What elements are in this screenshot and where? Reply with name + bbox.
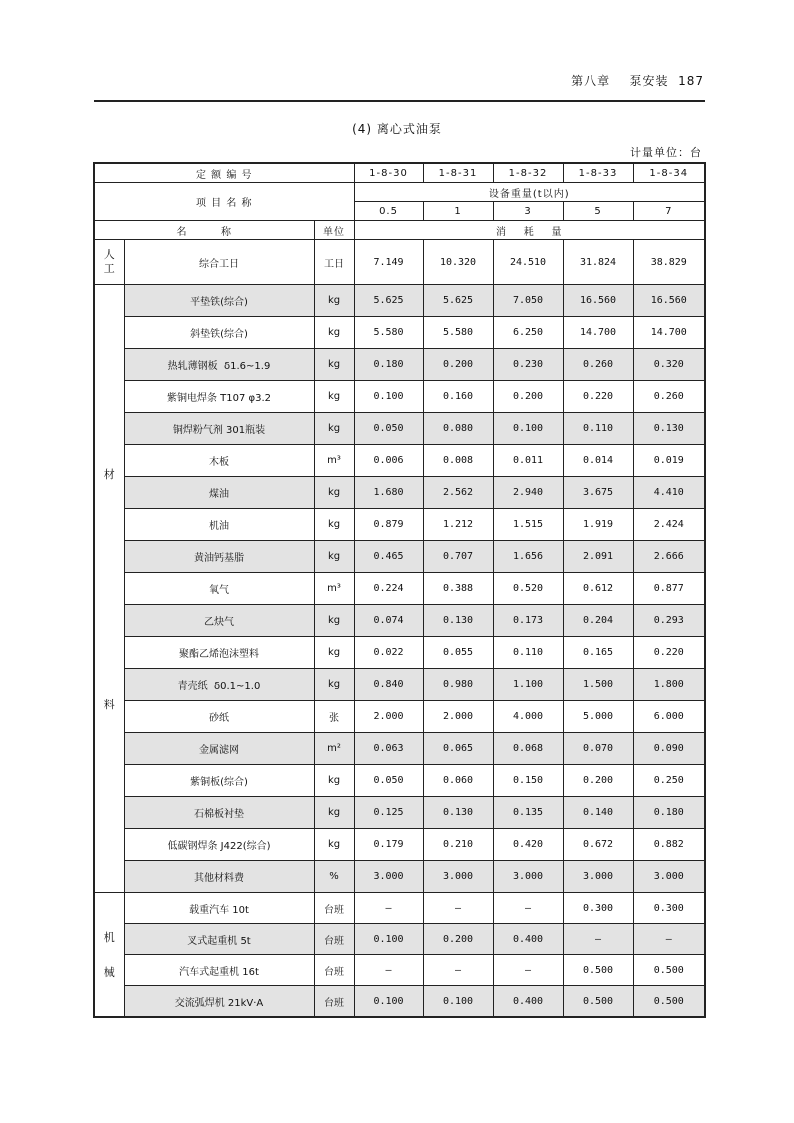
row-unit: 台班 [314, 986, 354, 1018]
table-row [94, 477, 705, 509]
row-value: — [354, 893, 423, 924]
quota-code: 1-8-30 [354, 163, 423, 183]
quota-code: 1-8-32 [493, 163, 563, 183]
row-value: 0.500 [633, 955, 705, 986]
table-row [94, 669, 705, 701]
row-value: 4.410 [633, 477, 705, 509]
table-row [94, 797, 705, 829]
row-name: 砂纸 [124, 701, 314, 733]
row-name: 煤油 [124, 477, 314, 509]
row-name: 氧气 [124, 573, 314, 605]
row-value: 0.500 [563, 986, 633, 1018]
quota-code: 1-8-31 [423, 163, 493, 183]
category-char-bottom: 料 [103, 697, 115, 711]
category-label-stack [95, 359, 124, 819]
row-value: 0.230 [493, 349, 563, 381]
row-value: 1.656 [493, 541, 563, 573]
unit-column-label: 单位 [314, 221, 354, 240]
row-value: — [423, 893, 493, 924]
row-unit: 张 [314, 701, 354, 733]
row-value: 6.250 [493, 317, 563, 349]
row-unit: kg [314, 413, 354, 445]
row-value: 0.090 [633, 733, 705, 765]
row-value: 0.882 [633, 829, 705, 861]
row-value: 0.840 [354, 669, 423, 701]
row-value: 0.125 [354, 797, 423, 829]
row-value: 0.260 [563, 349, 633, 381]
row-value: 0.672 [563, 829, 633, 861]
row-unit: kg [314, 509, 354, 541]
table-row [94, 986, 705, 1018]
row-name: 其他材料费 [124, 861, 314, 893]
quota-code: 1-8-33 [563, 163, 633, 183]
row-value: 3.000 [563, 861, 633, 893]
row-name: 斜垫铁(综合) [124, 317, 314, 349]
quota-code: 1-8-34 [633, 163, 705, 183]
row-value: 0.050 [354, 413, 423, 445]
weight-value: 5 [563, 202, 633, 221]
row-value: 16.560 [633, 285, 705, 317]
row-value: — [633, 924, 705, 955]
row-value: 0.100 [354, 986, 423, 1018]
row-value: 0.165 [563, 637, 633, 669]
row-value: 2.091 [563, 541, 633, 573]
row-value: 7.050 [493, 285, 563, 317]
table-row [94, 509, 705, 541]
row-value: 3.675 [563, 477, 633, 509]
row-value: 0.019 [633, 445, 705, 477]
row-value: 0.050 [354, 765, 423, 797]
row-value: 0.879 [354, 509, 423, 541]
section-label: 泵安装 [629, 74, 669, 88]
row-name: 乙炔气 [124, 605, 314, 637]
row-name: 紫铜电焊条 T107 φ3.2 [124, 381, 314, 413]
name-column-label: 名 称 [94, 221, 314, 240]
row-value: 0.500 [633, 986, 705, 1018]
row-value: 0.400 [493, 924, 563, 955]
quota-code-label: 定 额 编 号 [94, 163, 354, 183]
row-value: 24.510 [493, 240, 563, 285]
row-value: 0.100 [423, 986, 493, 1018]
row-value: 0.250 [633, 765, 705, 797]
row-unit: 台班 [314, 924, 354, 955]
row-name: 青壳纸 δ0.1~1.0 [124, 669, 314, 701]
row-value: 4.000 [493, 701, 563, 733]
quota-table [93, 162, 706, 1018]
table-row [94, 861, 705, 893]
row-value: 3.000 [493, 861, 563, 893]
row-name: 汽车式起重机 16t [124, 955, 314, 986]
category-char-top: 机 [103, 931, 115, 944]
row-value: 0.465 [354, 541, 423, 573]
table-row [94, 637, 705, 669]
row-value: 5.580 [354, 317, 423, 349]
row-value: 16.560 [563, 285, 633, 317]
row-name: 低碳钢焊条 J422(综合) [124, 829, 314, 861]
weight-header: 设备重量(t以内) [354, 183, 705, 202]
row-name: 交流弧焊机 21kV·A [124, 986, 314, 1018]
row-unit: 工日 [314, 240, 354, 285]
row-value: 10.320 [423, 240, 493, 285]
row-value: 0.400 [493, 986, 563, 1018]
row-value: 0.080 [423, 413, 493, 445]
row-value: 0.160 [423, 381, 493, 413]
row-value: 1.800 [633, 669, 705, 701]
row-value: 0.200 [493, 381, 563, 413]
row-unit: 台班 [314, 955, 354, 986]
row-name: 木板 [124, 445, 314, 477]
row-value: 2.424 [633, 509, 705, 541]
row-value: 0.011 [493, 445, 563, 477]
row-unit: % [314, 861, 354, 893]
row-value: 38.829 [633, 240, 705, 285]
row-value: 0.100 [493, 413, 563, 445]
row-name: 综合工日 [124, 240, 314, 285]
row-value: 0.293 [633, 605, 705, 637]
row-value: 0.060 [423, 765, 493, 797]
row-value: 0.200 [423, 349, 493, 381]
table-row [94, 733, 705, 765]
row-value: — [493, 893, 563, 924]
row-value: 0.130 [423, 797, 493, 829]
row-unit: kg [314, 605, 354, 637]
row-value: 7.149 [354, 240, 423, 285]
category-machinery [94, 893, 124, 1018]
table-row [94, 349, 705, 381]
row-unit: kg [314, 285, 354, 317]
row-value: 1.100 [493, 669, 563, 701]
row-value: 0.204 [563, 605, 633, 637]
row-value: 0.300 [633, 893, 705, 924]
consumption-label: 消 耗 量 [354, 221, 705, 240]
table-row [94, 924, 705, 955]
row-unit: kg [314, 381, 354, 413]
row-name: 黄油钙基脂 [124, 541, 314, 573]
row-value: 0.150 [493, 765, 563, 797]
row-unit: kg [314, 765, 354, 797]
row-unit: kg [314, 669, 354, 701]
row-value: 5.625 [423, 285, 493, 317]
row-value: 0.224 [354, 573, 423, 605]
row-value: 0.320 [633, 349, 705, 381]
row-value: 0.135 [493, 797, 563, 829]
row-value: 0.022 [354, 637, 423, 669]
row-unit: kg [314, 541, 354, 573]
row-value: 31.824 [563, 240, 633, 285]
row-value: 0.065 [423, 733, 493, 765]
weight-value: 7 [633, 202, 705, 221]
category-char-top: 材 [103, 467, 115, 481]
row-value: 0.130 [423, 605, 493, 637]
row-name: 紫铜板(综合) [124, 765, 314, 797]
table-row [94, 701, 705, 733]
row-value: 0.707 [423, 541, 493, 573]
table-row [94, 285, 705, 317]
row-unit: m³ [314, 445, 354, 477]
weight-value: 3 [493, 202, 563, 221]
row-value: 0.014 [563, 445, 633, 477]
row-value: 5.580 [423, 317, 493, 349]
row-value: 0.520 [493, 573, 563, 605]
row-value: 0.100 [354, 924, 423, 955]
row-value: 1.680 [354, 477, 423, 509]
category-label-stack [95, 920, 124, 990]
row-value: 5.000 [563, 701, 633, 733]
row-value: 0.180 [354, 349, 423, 381]
row-value: 0.612 [563, 573, 633, 605]
row-unit: kg [314, 317, 354, 349]
row-value: 0.200 [563, 765, 633, 797]
row-name: 载重汽车 10t [124, 893, 314, 924]
row-value: 0.500 [563, 955, 633, 986]
unit-note: 计量单位：台 [630, 146, 702, 159]
row-value: 0.200 [423, 924, 493, 955]
row-value: 0.420 [493, 829, 563, 861]
row-value: 2.000 [423, 701, 493, 733]
row-name: 平垫铁(综合) [124, 285, 314, 317]
table-row [94, 955, 705, 986]
table-row [94, 605, 705, 637]
row-value: 6.000 [633, 701, 705, 733]
row-value: 0.008 [423, 445, 493, 477]
row-value: 0.063 [354, 733, 423, 765]
category-materials [94, 285, 124, 893]
row-value: 0.179 [354, 829, 423, 861]
table-row [94, 413, 705, 445]
row-value: 0.173 [493, 605, 563, 637]
row-value: 3.000 [423, 861, 493, 893]
row-value: 0.130 [633, 413, 705, 445]
row-value: 0.110 [563, 413, 633, 445]
weight-value: 0.5 [354, 202, 423, 221]
row-unit: kg [314, 797, 354, 829]
row-name: 聚酯乙烯泡沫塑料 [124, 637, 314, 669]
row-unit: kg [314, 477, 354, 509]
row-value: 0.055 [423, 637, 493, 669]
row-value: 14.700 [563, 317, 633, 349]
row-value: 0.220 [633, 637, 705, 669]
row-value: — [493, 955, 563, 986]
running-head [571, 72, 704, 89]
row-value: 0.220 [563, 381, 633, 413]
row-value: 5.625 [354, 285, 423, 317]
row-value: 1.500 [563, 669, 633, 701]
header-rule [94, 100, 705, 102]
table-row [94, 445, 705, 477]
table-row-labor [94, 240, 705, 285]
row-unit: m² [314, 733, 354, 765]
row-value: 3.000 [633, 861, 705, 893]
row-unit: m³ [314, 573, 354, 605]
row-value: 1.515 [493, 509, 563, 541]
row-value: 3.000 [354, 861, 423, 893]
page-number: 187 [678, 74, 704, 88]
row-value: 0.006 [354, 445, 423, 477]
row-value: 0.260 [633, 381, 705, 413]
table-row [94, 573, 705, 605]
category-char-bottom: 械 [103, 966, 115, 979]
row-value: 0.068 [493, 733, 563, 765]
row-value: 2.000 [354, 701, 423, 733]
weight-value: 1 [423, 202, 493, 221]
row-value: 2.666 [633, 541, 705, 573]
row-unit: kg [314, 829, 354, 861]
row-value: 0.074 [354, 605, 423, 637]
row-value: 0.877 [633, 573, 705, 605]
row-name: 石棉板衬垫 [124, 797, 314, 829]
row-value: — [563, 924, 633, 955]
row-value: 0.140 [563, 797, 633, 829]
row-value: 1.919 [563, 509, 633, 541]
row-unit: 台班 [314, 893, 354, 924]
category-labor: 人 工 [94, 240, 124, 285]
chapter-label: 第八章 [571, 74, 611, 88]
row-value: 0.388 [423, 573, 493, 605]
row-value: 0.180 [633, 797, 705, 829]
row-name: 机油 [124, 509, 314, 541]
row-value: 2.562 [423, 477, 493, 509]
row-value: 0.100 [354, 381, 423, 413]
row-value: 14.700 [633, 317, 705, 349]
row-name: 铜焊粉气剂 301瓶装 [124, 413, 314, 445]
table-row [94, 317, 705, 349]
section-title: (4) 离心式油泵 [352, 122, 442, 136]
row-value: 1.212 [423, 509, 493, 541]
row-name: 叉式起重机 5t [124, 924, 314, 955]
table-row [94, 381, 705, 413]
row-value: 0.980 [423, 669, 493, 701]
row-value: 0.300 [563, 893, 633, 924]
row-value: 0.110 [493, 637, 563, 669]
table-row [94, 765, 705, 797]
row-name: 热轧薄钢板 δ1.6~1.9 [124, 349, 314, 381]
row-name: 金属滤网 [124, 733, 314, 765]
item-name-label: 项 目 名 称 [94, 183, 354, 221]
table-row [94, 541, 705, 573]
row-value: 0.210 [423, 829, 493, 861]
row-value: 2.940 [493, 477, 563, 509]
table-row [94, 893, 705, 924]
row-unit: kg [314, 349, 354, 381]
table-row [94, 829, 705, 861]
row-unit: kg [314, 637, 354, 669]
row-value: — [354, 955, 423, 986]
row-value: — [423, 955, 493, 986]
row-value: 0.070 [563, 733, 633, 765]
